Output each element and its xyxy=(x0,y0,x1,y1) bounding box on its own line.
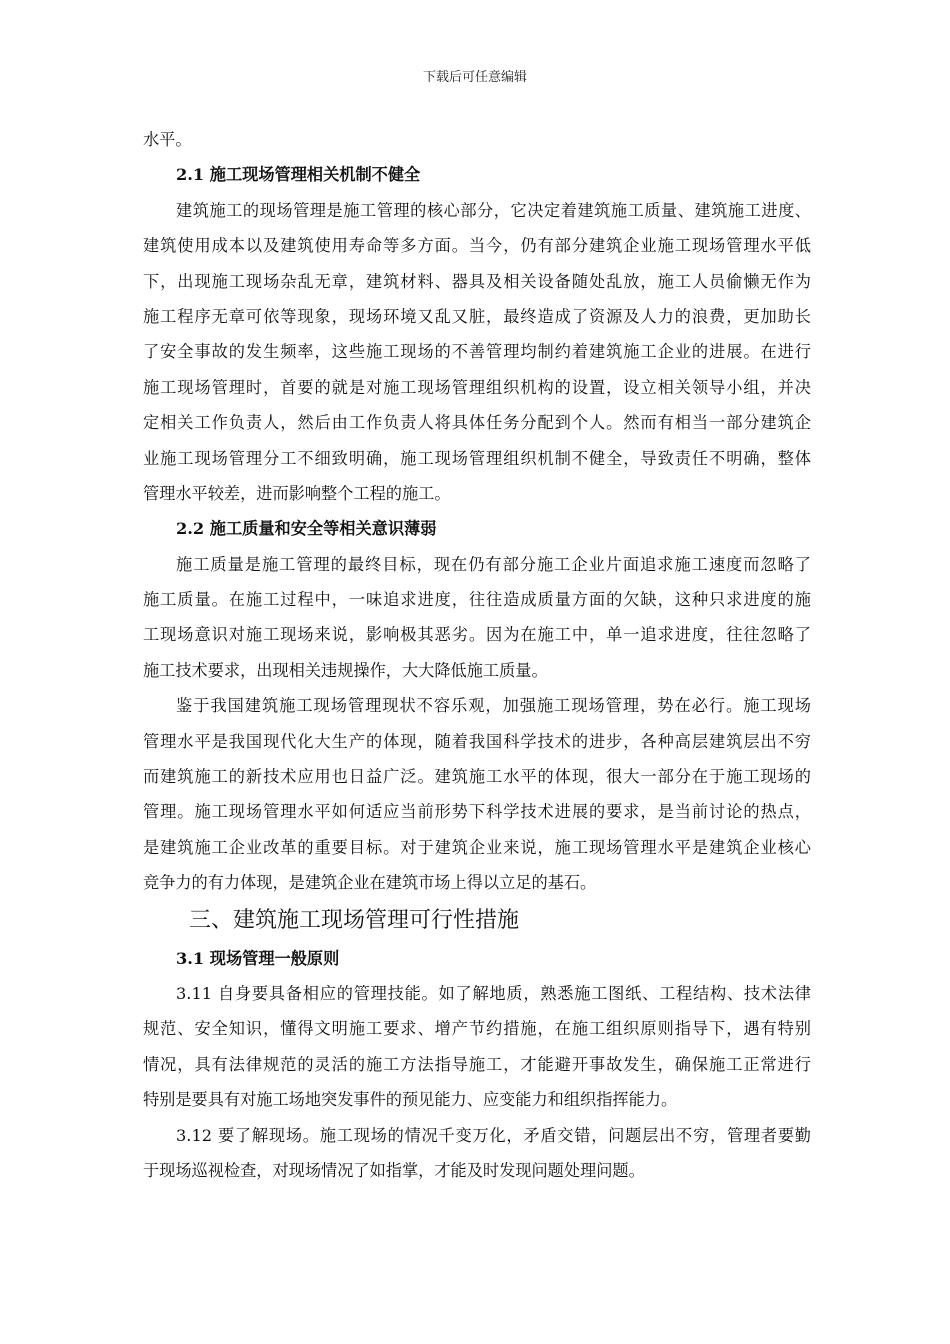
paragraph-line: 下，出现施工现场杂乱无章，建筑材料、器具及相关设备随处乱放，施工人员偷懒无作为 xyxy=(143,271,811,291)
paragraph-line: 特别是要具有对施工场地突发事件的预见能力、应变能力和组织指挥能力。 xyxy=(143,1090,678,1110)
section-heading: 3.1 现场管理一般原则 xyxy=(176,948,340,968)
paragraph-line: 情况，具有法律规范的灵活的施工方法指导施工，才能避开事故发生，确保施工正常进行 xyxy=(143,1054,811,1074)
paragraph-line: 3.12 要了解现场。施工现场的情况千变万化，矛盾交错，问题层出不穷，管理者要勤 xyxy=(176,1125,811,1145)
paragraph-line: 工现场意识对施工现场来说，影响极其恶劣。因为在施工中，单一追求进度，往往忽略了 xyxy=(143,625,811,645)
paragraph-line: 是建筑施工企业改革的重要目标。对于建筑企业来说，施工现场管理水平是建筑企业核心 xyxy=(143,837,811,857)
paragraph-line: 竞争力的有力体现，是建筑企业在建筑市场上得以立足的基石。 xyxy=(143,873,597,893)
paragraph-line: 业施工现场管理分工不细致明确，施工现场管理组织机制不健全，导致责任不明确，整体 xyxy=(143,448,811,468)
document-body xyxy=(143,122,811,1188)
section-heading: 2.1 施工现场管理相关机制不健全 xyxy=(176,165,421,185)
paragraph-line: 管理水平是我国现代化大生产的体现，随着我国科学技术的进步，各种高层建筑层出不穷 xyxy=(143,731,811,751)
paragraph-line: 建筑使用成本以及建筑使用寿命等多方面。当今，仍有部分建筑企业施工现场管理水平低 xyxy=(143,236,811,256)
paragraph-line: 管理。施工现场管理水平如何适应当前形势下科学技术进展的要求，是当前讨论的热点， xyxy=(143,802,811,822)
paragraph-line: 于现场巡视检查，对现场情况了如指掌，才能及时发现问题处理问题。 xyxy=(143,1160,645,1180)
paragraph-line: 而建筑施工的新技术应用也日益广泛。建筑施工水平的体现，很大一部分在于施工现场的 xyxy=(143,767,811,787)
paragraph-line: 管理水平较差，进而影响整个工程的施工。 xyxy=(143,483,451,503)
page-header: 下载后可任意编辑 xyxy=(422,70,527,85)
paragraph-line: 水平。 xyxy=(143,130,192,149)
paragraph-line: 施工程序无章可依等现象，现场环境又乱又脏，最终造成了资源及人力的浪费，更加助长 xyxy=(143,306,811,326)
paragraph-line: 鉴于我国建筑施工现场管理现状不容乐观，加强施工现场管理，势在必行。施工现场 xyxy=(176,696,811,716)
paragraph-line: 施工质量。在施工过程中，一味追求进度，往往造成质量方面的欠缺，这种只求进度的施 xyxy=(143,590,811,610)
chapter-heading: 三、建筑施工现场管理可行性措施 xyxy=(189,907,520,933)
paragraph-line: 施工技术要求，出现相关违规操作，大大降低施工质量。 xyxy=(143,660,548,680)
paragraph-line: 了安全事故的发生频率，这些施工现场的不善管理均制约着建筑施工企业的进展。在进行 xyxy=(143,342,811,362)
paragraph-line: 定相关工作负责人，然后由工作负责人将具体任务分配到个人。然而有相当一部分建筑企 xyxy=(143,413,811,433)
paragraph-line: 3.11 自身要具备相应的管理技能。如了解地质，熟悉施工图纸、工程结构、技术法律 xyxy=(176,983,811,1003)
paragraph-line: 施工质量是施工管理的最终目标，现在仍有部分施工企业片面追求施工速度而忽略了 xyxy=(176,554,811,574)
paragraph-line: 施工现场管理时，首要的就是对施工现场管理组织机构的设置，设立相关领导小组，并决 xyxy=(143,377,811,397)
paragraph-line: 规范、安全知识，懂得文明施工要求、增产节约措施，在施工组织原则指导下，遇有特别 xyxy=(143,1019,811,1039)
paragraph-line: 建筑施工的现场管理是施工管理的核心部分，它决定着建筑施工质量、建筑施工进度、 xyxy=(176,200,811,220)
section-heading: 2.2 施工质量和安全等相关意识薄弱 xyxy=(176,519,437,539)
